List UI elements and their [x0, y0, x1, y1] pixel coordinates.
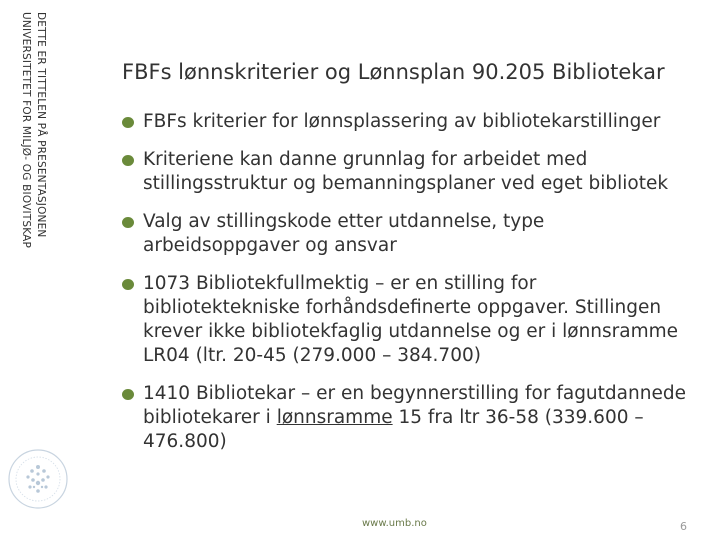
bullet-dot-icon — [122, 279, 134, 290]
page-number: 6 — [680, 520, 687, 533]
bullet-item — [122, 148, 687, 196]
sidebar — [0, 0, 75, 540]
university-name-vertical: UNIVERSITETET FOR MILJØ- OG BIOVITSKAP — [20, 12, 32, 249]
bullet-text: 1073 Bibliotekfullmektig – er en stilling for bibliotektekniske forhåndsdefinerte oppgaver. Stillingen krever ikke bibliotekfaglig utdannelse og er i lønnsramme LR04 (ltr. 20-45 (279.000 – 384.700) — [143, 273, 679, 366]
presentation-title-vertical: DETTE ER TITTELEN PÅ PRESENTASJONEN — [35, 12, 47, 238]
slide-title: FBFs lønnskriterier og Lønnsplan 90.205 Bibliotekar — [122, 60, 665, 84]
bullet-item — [122, 382, 687, 454]
bullet-text: Valg av stillingskode etter utdannelse, type arbeidsoppgaver og ansvar — [143, 211, 545, 256]
bullet-list — [122, 110, 687, 468]
bullet-text-after: 15 fra ltr 36-58 (339.600 – 476.800) — [143, 407, 644, 452]
bullet-text: FBFs kriterier for lønnsplassering av bibliotekarstillinger — [143, 111, 661, 132]
footer-url[interactable]: www.umb.no — [362, 518, 427, 529]
bullet-item — [122, 110, 687, 134]
bullet-dot-icon — [122, 155, 134, 166]
bullet-item — [122, 272, 687, 368]
university-seal-icon — [6, 447, 70, 511]
bullet-dot-icon — [122, 117, 134, 128]
bullet-dot-icon — [122, 389, 134, 400]
bullet-underlined-text: lønnsramme — [276, 407, 393, 428]
bullet-item — [122, 210, 687, 258]
bullet-text-before: 1410 Bibliotekar – er en begynnerstilling for fagutdannede bibliotekarer i — [143, 383, 686, 428]
bullet-dot-icon — [122, 217, 134, 228]
bullet-text: Kriteriene kan danne grunnlag for arbeidet med stillingsstruktur og bemanningsplaner ved eget bibliotek — [143, 149, 669, 194]
